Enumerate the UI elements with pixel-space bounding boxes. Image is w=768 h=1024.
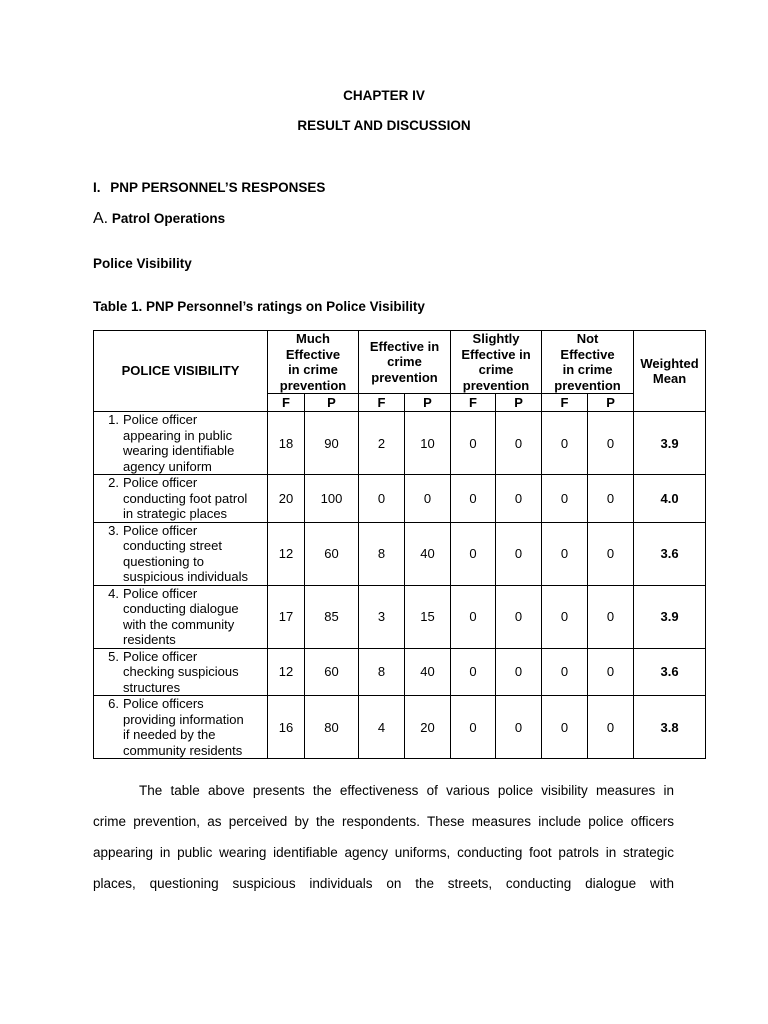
header-not-effective: Not Effective in crime prevention	[542, 331, 634, 394]
weighted-mean-cell: 3.8	[634, 696, 706, 759]
frequency-cell: 0	[451, 648, 496, 696]
frequency-cell: 3	[359, 585, 405, 648]
frequency-cell: 0	[451, 475, 496, 523]
row-indicator	[94, 475, 268, 523]
row-indicator	[94, 585, 268, 648]
weighted-mean-cell: 3.6	[634, 648, 706, 696]
paragraph-line: appearing in public wearing identifiable agency uniforms, conducting foot patrols in strategic	[93, 845, 674, 860]
header-f: F	[451, 394, 496, 412]
discussion-paragraph	[93, 775, 674, 899]
percentage-cell: 0	[496, 522, 542, 585]
row-description-line: Police officer	[123, 412, 198, 427]
chapter-title: RESULT AND DISCUSSION	[297, 118, 471, 133]
percentage-cell: 85	[305, 585, 359, 648]
row-description-line: suspicious individuals	[123, 569, 249, 584]
row-description-line: checking suspicious	[123, 664, 239, 679]
row-number: 5.	[108, 648, 119, 664]
row-description-line: Police officer	[123, 585, 198, 601]
section-number: I.	[93, 180, 101, 195]
table-row	[94, 696, 706, 759]
percentage-cell: 0	[496, 648, 542, 696]
row-description	[123, 649, 263, 696]
weighted-mean-cell: 4.0	[634, 475, 706, 523]
weighted-mean-cell: 3.6	[634, 522, 706, 585]
row-description	[123, 696, 263, 758]
row-description-line: if needed by the	[123, 727, 216, 742]
percentage-cell: 0	[588, 585, 634, 648]
table-row	[94, 475, 706, 523]
percentage-cell: 0	[496, 412, 542, 475]
frequency-cell: 0	[451, 522, 496, 585]
frequency-cell: 0	[542, 522, 588, 585]
row-description	[123, 523, 263, 585]
frequency-cell: 8	[359, 648, 405, 696]
frequency-cell: 18	[268, 412, 305, 475]
row-description-line: structures	[123, 679, 181, 695]
frequency-cell: 20	[268, 475, 305, 523]
topic-heading: Police Visibility	[93, 256, 192, 271]
frequency-cell: 12	[268, 522, 305, 585]
row-number: 3.	[108, 522, 119, 538]
table-row	[94, 412, 706, 475]
row-description-line: agency uniform	[123, 458, 212, 474]
frequency-cell: 12	[268, 648, 305, 696]
table-header-row	[94, 331, 706, 394]
percentage-cell: 60	[305, 648, 359, 696]
percentage-cell: 60	[305, 522, 359, 585]
section-title: PNP PERSONNEL’S RESPONSES	[110, 180, 326, 195]
row-description-line: conducting street	[123, 538, 223, 553]
table-row	[94, 648, 706, 696]
table-body	[94, 412, 706, 759]
percentage-cell: 20	[405, 696, 451, 759]
row-description-line: in strategic places	[123, 506, 228, 521]
row-number: 1.	[108, 412, 119, 427]
header-p: P	[305, 394, 359, 412]
percentage-cell: 0	[588, 475, 634, 523]
frequency-cell: 0	[359, 475, 405, 523]
paragraph-line: crime prevention, as perceived by the respondents. These measures include police officers	[93, 814, 674, 829]
row-description-line: providing information	[123, 711, 244, 727]
frequency-cell: 16	[268, 696, 305, 759]
row-description-line: Police officer	[123, 648, 198, 664]
header-p: P	[405, 394, 451, 412]
percentage-cell: 0	[588, 412, 634, 475]
row-description	[123, 475, 263, 522]
percentage-cell: 0	[496, 475, 542, 523]
row-number: 4.	[108, 585, 119, 601]
weighted-mean-cell: 3.9	[634, 412, 706, 475]
subsection-heading	[93, 210, 225, 228]
table-row	[94, 585, 706, 648]
row-indicator	[94, 696, 268, 759]
percentage-cell: 0	[496, 585, 542, 648]
frequency-cell: 2	[359, 412, 405, 475]
row-indicator	[94, 648, 268, 696]
header-much-effective: Much Effective in crime prevention	[268, 331, 359, 394]
subsection-letter: A.	[93, 210, 109, 227]
frequency-cell: 0	[451, 585, 496, 648]
row-description-line: conducting foot patrol	[123, 490, 248, 506]
row-description	[123, 586, 263, 648]
frequency-cell: 4	[359, 696, 405, 759]
paragraph-line: The table above presents the effectiveness of various police visibility measures in	[139, 783, 674, 798]
percentage-cell: 0	[588, 648, 634, 696]
header-police-visibility: POLICE VISIBILITY	[94, 331, 268, 412]
row-description-line: wearing identifiable	[123, 443, 235, 458]
frequency-cell: 0	[542, 475, 588, 523]
row-description-line: residents	[123, 632, 176, 647]
header-p: P	[496, 394, 542, 412]
frequency-cell: 0	[451, 696, 496, 759]
frequency-cell: 0	[542, 412, 588, 475]
frequency-cell: 8	[359, 522, 405, 585]
row-description	[123, 412, 263, 474]
percentage-cell: 40	[405, 648, 451, 696]
header-slightly-effective: Slightly Effective in crime prevention	[451, 331, 542, 394]
subsection-title: Patrol Operations	[111, 211, 226, 226]
percentage-cell: 80	[305, 696, 359, 759]
chapter-heading: CHAPTER IV	[343, 88, 425, 103]
header-effective: Effective in crime prevention	[359, 331, 451, 394]
table-row	[94, 522, 706, 585]
percentage-cell: 90	[305, 412, 359, 475]
frequency-cell: 0	[542, 696, 588, 759]
row-indicator	[94, 522, 268, 585]
frequency-cell: 0	[542, 585, 588, 648]
ratings-table	[93, 330, 706, 759]
table-caption: Table 1. PNP Personnel’s ratings on Police Visibility	[93, 299, 425, 314]
percentage-cell: 0	[588, 522, 634, 585]
frequency-cell: 0	[542, 648, 588, 696]
weighted-mean-cell: 3.9	[634, 585, 706, 648]
frequency-cell: 0	[451, 412, 496, 475]
header-f: F	[268, 394, 305, 412]
section-heading	[93, 180, 325, 195]
header-p: P	[588, 394, 634, 412]
row-number: 6.	[108, 696, 119, 711]
row-description-line: Police officers	[123, 696, 204, 711]
header-weighted-mean: Weighted Mean	[634, 331, 706, 412]
percentage-cell: 15	[405, 585, 451, 648]
row-description-line: community residents	[123, 742, 243, 758]
header-f: F	[542, 394, 588, 412]
row-indicator	[94, 412, 268, 475]
row-number: 2.	[108, 475, 119, 490]
percentage-cell: 40	[405, 522, 451, 585]
header-f: F	[359, 394, 405, 412]
row-description-line: appearing in public	[123, 427, 233, 443]
row-description-line: Police officer	[123, 522, 198, 538]
row-description-line: questioning to	[123, 553, 204, 569]
row-description-line: conducting dialogue	[123, 601, 239, 616]
percentage-cell: 0	[496, 696, 542, 759]
frequency-cell: 17	[268, 585, 305, 648]
row-description-line: with the community	[123, 616, 235, 632]
percentage-cell: 100	[305, 475, 359, 523]
paragraph-lines	[93, 775, 674, 899]
paragraph-line: places, questioning suspicious individuals on the streets, conducting dialogue with	[93, 876, 674, 891]
row-description-line: Police officer	[123, 475, 198, 490]
percentage-cell: 0	[588, 696, 634, 759]
percentage-cell: 0	[405, 475, 451, 523]
percentage-cell: 10	[405, 412, 451, 475]
